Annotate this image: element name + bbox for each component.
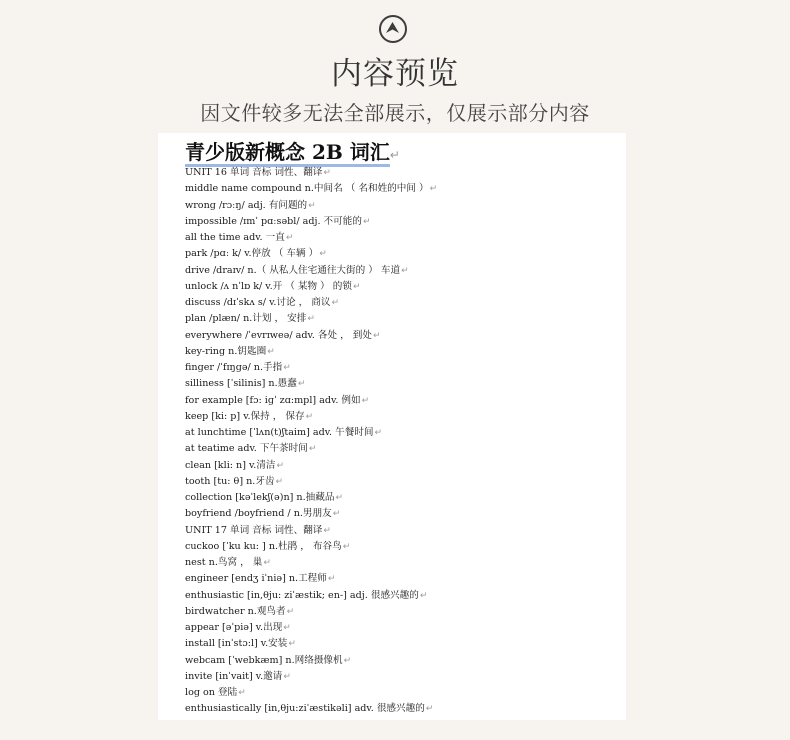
paragraph-mark: ↵ [389, 148, 400, 162]
vocabulary-line [185, 214, 620, 230]
vocabulary-line [185, 230, 620, 246]
vocabulary-text: tooth [tu: θ] n.牙齿 [185, 475, 275, 487]
vocabulary-line [185, 344, 620, 360]
vocabulary-line [185, 555, 620, 571]
vocabulary-text: log on 登陆 [185, 687, 238, 698]
document-heading [185, 136, 400, 165]
preview-subtitle: 因文件较多无法全部展示，仅展示部分内容 [200, 101, 590, 125]
vocabulary-text: enthusiastically [in,θju:ziˈæstikəli] adv. 很感兴趣的 [185, 703, 425, 715]
chevron-up-glyph [385, 21, 400, 36]
vocabulary-line [185, 165, 620, 181]
paragraph-mark: ↵ [401, 265, 409, 276]
heading-text: 青少版新概念 2B 词汇 [185, 140, 390, 167]
vocabulary-line [185, 506, 620, 522]
paragraph-mark: ↵ [305, 411, 314, 422]
vocabulary-text: park /pɑː k/ v.停放 （ 车辆 ） [185, 248, 319, 260]
paragraph-mark: ↵ [342, 541, 351, 552]
vocabulary-text: finger /ˈfɪŋgə/ n.手指 [185, 362, 283, 373]
paragraph-mark: ↵ [276, 460, 285, 471]
paragraph-mark: ↵ [327, 574, 336, 585]
paragraph-mark: ↵ [285, 233, 294, 243]
paragraph-mark: ↵ [323, 525, 331, 536]
vocabulary-text: impossible /ɪmˈ pɑːsəbl/ adj. 不可能的 [185, 215, 362, 227]
paragraph-mark: ↵ [288, 639, 296, 650]
vocabulary-text: enthusiastic [in,θju: ziˈæstik; en-] adj. 很感兴趣的 [185, 589, 419, 601]
vocabulary-line [185, 604, 620, 620]
paragraph-mark: ↵ [319, 249, 327, 260]
paragraph-mark: ↵ [429, 184, 438, 195]
vocabulary-line [185, 181, 620, 197]
paragraph-mark: ↵ [283, 671, 291, 682]
paragraph-mark: ↵ [263, 558, 271, 568]
paragraph-mark: ↵ [425, 704, 434, 715]
vocabulary-text: middle name compound n.中间名 （ 名和姓的中间 ） [185, 183, 429, 195]
vocabulary-line [185, 701, 620, 717]
document-page [158, 133, 626, 720]
vocabulary-text: nest n.鸟窝 ， 巢 [185, 557, 263, 568]
paragraph-mark: ↵ [307, 314, 315, 325]
paragraph-mark: ↵ [267, 346, 275, 357]
paragraph-mark: ↵ [361, 395, 370, 406]
vocabulary-text: keep [ki: p] v.保持 ， 保存 [185, 410, 305, 422]
vocabulary-text: birdwatcher n.观鸟者 [185, 605, 286, 617]
vocabulary-text: UNIT 16 单词 音标 词性、翻译 [185, 167, 323, 178]
paragraph-mark: ↵ [332, 509, 341, 520]
vocabulary-text: drive /draɪv/ n.（ 从私人住宅通往大街的 ） 车道 [185, 264, 401, 276]
vocabulary-line [185, 425, 620, 441]
vocabulary-line [185, 523, 620, 539]
vocabulary-line [185, 246, 620, 262]
vocabulary-line [185, 620, 620, 636]
vocabulary-line [185, 279, 620, 295]
vocabulary-list [185, 165, 620, 718]
paragraph-mark: ↵ [372, 330, 381, 341]
paragraph-mark: ↵ [297, 379, 306, 390]
vocabulary-line [185, 685, 620, 701]
paragraph-mark: ↵ [335, 493, 343, 503]
vocabulary-line [185, 636, 620, 652]
vocabulary-line [185, 588, 620, 604]
vocabulary-text: invite [inˈvait] v.邀请 [185, 670, 283, 682]
vocabulary-line [185, 669, 620, 685]
vocabulary-text: UNIT 17 单词 音标 词性、翻译 [185, 524, 323, 536]
vocabulary-line [185, 458, 620, 474]
vocabulary-text: install [inˈstɔ:l] v.安装 [185, 638, 288, 650]
paragraph-mark: ↵ [323, 168, 331, 178]
vocabulary-text: clean [kli: n] v.清洁 [185, 459, 276, 471]
vocabulary-text: plan /plæn/ n.计划 ， 安排 [185, 313, 307, 325]
paragraph-mark: ↵ [353, 281, 361, 292]
vocabulary-line [185, 441, 620, 457]
paragraph-mark: ↵ [275, 476, 284, 487]
vocabulary-text: cuckoo [ˈku ku: ] n.杜鹃 ， 布谷鸟 [185, 540, 342, 552]
chevron-up-circle-icon [379, 15, 407, 43]
paragraph-mark: ↵ [419, 590, 428, 601]
paragraph-mark: ↵ [362, 216, 371, 227]
vocabulary-line [185, 198, 620, 214]
vocabulary-text: for example [fɔ: iɡˈ zɑ:mpl] adv. 例如 [185, 394, 361, 406]
preview-title: 内容预览 [331, 56, 459, 92]
paragraph-mark: ↵ [283, 363, 291, 373]
vocabulary-line [185, 311, 620, 327]
vocabulary-text: wrong /rɔːŋ/ adj. 有问题的 [185, 199, 308, 211]
vocabulary-line [185, 474, 620, 490]
vocabulary-line [185, 409, 620, 425]
vocabulary-text: everywhere /ˈevrɪweə/ adv. 各处 ， 到处 [185, 329, 372, 341]
vocabulary-line [185, 539, 620, 555]
vocabulary-line [185, 295, 620, 311]
vocabulary-text: silliness [ˈsilinis] n.愚蠢 [185, 378, 297, 390]
vocabulary-text: appear [əˈpiə] v.出现 [185, 622, 283, 633]
paragraph-mark: ↵ [308, 444, 317, 455]
vocabulary-text: at lunchtime [ˈlʌn(t)ʃtaim] adv. 午餐时间 [185, 427, 374, 438]
vocabulary-text: engineer [endʒ iˈniə] n.工程师 [185, 573, 327, 585]
vocabulary-text: at teatime adv. 下午茶时间 [185, 443, 308, 455]
vocabulary-line [185, 490, 620, 506]
paragraph-mark: ↵ [286, 606, 295, 617]
vocabulary-text: unlock /ʌ nˈlɒ k/ v.开 （ 某物 ） 的锁 [185, 280, 352, 292]
vocabulary-line [185, 376, 620, 392]
vocabulary-line [185, 360, 620, 376]
paragraph-mark: ↵ [283, 623, 291, 633]
vocabulary-text: all the time adv. 一直 [185, 232, 285, 243]
vocabulary-line [185, 571, 620, 587]
paragraph-mark: ↵ [331, 298, 340, 308]
vocabulary-text: webcam [ˈwebkæm] n.网络摄像机 [185, 654, 343, 666]
vocabulary-line [185, 263, 620, 279]
paragraph-mark: ↵ [343, 655, 352, 666]
paragraph-mark: ↵ [374, 428, 383, 438]
vocabulary-line [185, 653, 620, 669]
vocabulary-text: collection [kəˈlekʃ(ə)n] n.抽藏品 [185, 492, 335, 503]
paragraph-mark: ↵ [308, 200, 316, 211]
vocabulary-line [185, 328, 620, 344]
vocabulary-line [185, 393, 620, 409]
paragraph-mark: ↵ [238, 688, 246, 698]
vocabulary-text: boyfriend /boyfriend / n.男朋友 [185, 508, 332, 520]
vocabulary-text: discuss /dɪˈskʌ s/ v.讨论 ， 商议 [185, 297, 331, 308]
vocabulary-text: key-ring n.钥匙圈 [185, 345, 267, 357]
